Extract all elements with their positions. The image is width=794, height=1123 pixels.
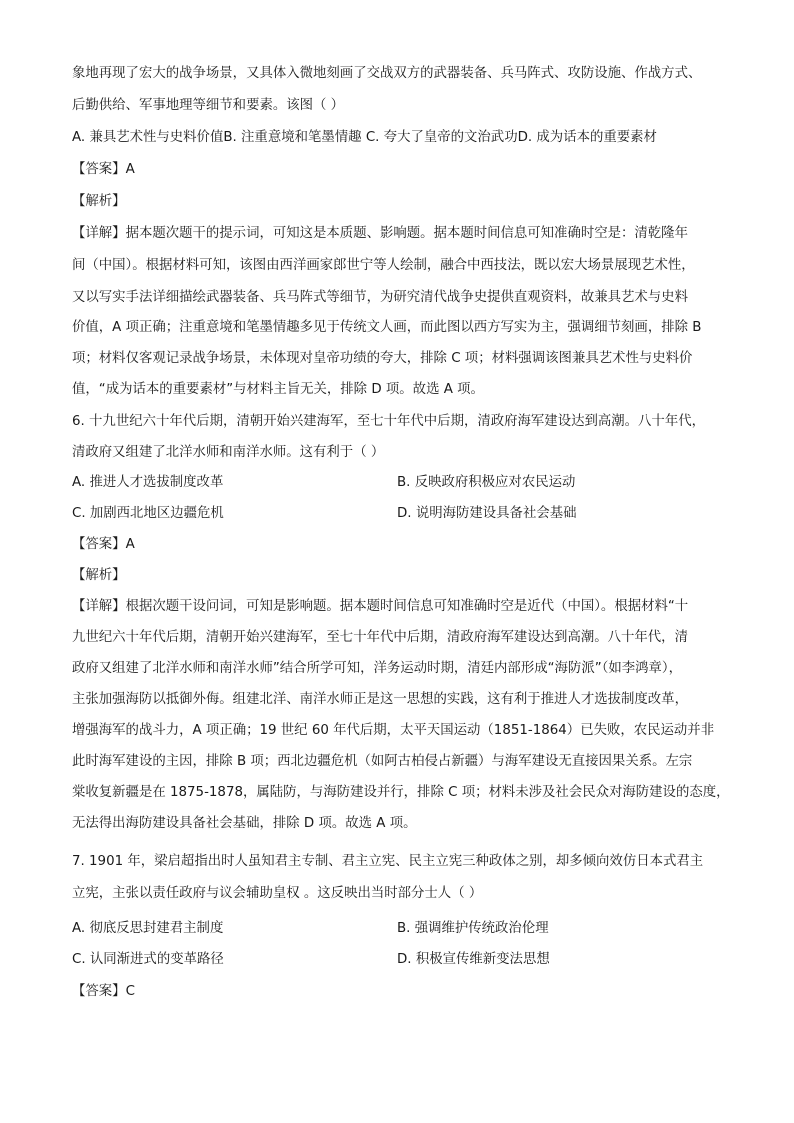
prev-detail-line-2: 间（中国）。根据材料可知，该图由西洋画家郎世宁等人绘制，融合中西技法，既以宏大场景展现艺术性， [72,258,695,273]
prev-analysis-label: 【解析】 [72,194,126,209]
q6-option-b: B. 反映政府积极应对农民运动 [397,475,576,490]
detail-text: 据本题次题干的提示词，可知这是本质题、影响题。据本题时间信息可知准确时空是：清乾隆年 [125,226,688,241]
prev-detail-line-5: 项；材料仅客观记录战争场景，未体现对皇帝功绩的夸大，排除 C 项；材料强调该图兼具艺术性与史料价 [72,351,693,366]
detail-label: 【详解】 [72,599,126,614]
q6-stem-line-1: 6. 十九世纪六十年代后期，清朝开始兴建海军，至七十年代中后期，清政府海军建设达到高潮。八十年代， [72,414,705,429]
answer-value: A [125,162,135,177]
prev-options-line: A. 兼具艺术性与史料价值B. 注重意境和笔墨情趣 C. 夸大了皇帝的文治武功D. 成为话本的重要素材 [72,130,657,145]
answer-label: 【答案】 [72,162,126,177]
prev-stem-line-2: 后勤供给、军事地理等细节和要素。该图（ ） [72,98,345,113]
q7-option-a: A. 彻底反思封建君主制度 [72,921,224,936]
prev-detail-line-1 [72,224,688,244]
q6-option-d: D. 说明海防建设具备社会基础 [397,506,577,521]
q6-option-a: A. 推进人才选拔制度改革 [72,475,224,490]
q7-option-c: C. 认同渐进式的变革路径 [72,952,224,967]
q6-detail-line-5: 增强海军的战斗力，A 项正确；19 世纪 60 年代后期，太平天国运动（1851-1864）已失败，农民运动并非 [72,723,715,738]
q7-answer [72,982,135,1002]
q6-detail-line-7: 棠收复新疆是在 1875-1878，属陆防，与海防建设并行，排除 C 项；材料未涉及社会民众对海防建设的态度， [72,785,730,800]
q6-answer [72,535,135,555]
q6-detail-line-3: 政府又组建了北洋水师和南洋水师”结合所学可知，洋务运动时期，清廷内部形成“海防派”（如李鸿章）， [72,661,682,676]
q6-detail-line-6: 此时海军建设的主因，排除 B 项；西北边疆危机（如阿古柏侵占新疆）与海军建设无直接因果关系。左宗 [72,754,693,769]
q7-stem-line-1: 7. 1901 年，梁启超指出时人虽知君主专制、君主立宪、民主立宪三种政体之别，却多倾向效仿日本式君主 [72,854,704,869]
q6-detail-line-2: 九世纪六十年代后期，清朝开始兴建海军，至七十年代中后期，清政府海军建设达到高潮。八十年代，清 [72,630,688,645]
prev-answer [72,160,135,180]
q6-analysis-label: 【解析】 [72,568,126,583]
q6-detail-line-8: 无法得出海防建设具备社会基础，排除 D 项。故选 A 项。 [72,816,417,831]
q7-option-d: D. 积极宣传维新变法思想 [397,952,550,967]
answer-value: C [125,984,135,999]
prev-detail-line-6: 值，“成为话本的重要素材”与材料主旨无关，排除 D 项。故选 A 项。 [72,382,484,397]
q6-detail-line-4: 主张加强海防以抵御外侮。组建北洋、南洋水师正是这一思想的实践，这有利于推进人才选拔制度改革， [72,692,688,707]
prev-detail-line-3: 又以写实手法详细描绘武器装备、兵马阵式等细节，为研究清代战争史提供直观资料，故兼具艺术与史料 [72,290,688,305]
q7-stem-line-2: 立宪，主张以责任政府与议会辅助皇权 。这反映出当时部分士人（ ） [72,886,483,901]
answer-label: 【答案】 [72,984,126,999]
prev-detail-line-4: 价值，A 项正确；注重意境和笔墨情趣多见于传统文人画，而此图以西方写实为主，强调细节刻画，排除 B [72,320,702,335]
q6-stem-line-2: 清政府又组建了北洋水师和南洋水师。这有利于（ ） [72,445,385,460]
answer-value: A [125,537,135,552]
prev-stem-line-1: 象地再现了宏大的战争场景，又具体入微地刻画了交战双方的武器装备、兵马阵式、攻防设施、作战方式、 [72,66,702,81]
q7-option-b: B. 强调维护传统政治伦理 [397,921,549,936]
q6-option-c: C. 加剧西北地区边疆危机 [72,506,224,521]
answer-label: 【答案】 [72,537,126,552]
q6-detail-line-1 [72,597,688,617]
detail-text: 根据次题干设问词，可知是影响题。据本题时间信息可知准确时空是近代（中国）。根据材料“十 [125,599,689,614]
detail-label: 【详解】 [72,226,126,241]
